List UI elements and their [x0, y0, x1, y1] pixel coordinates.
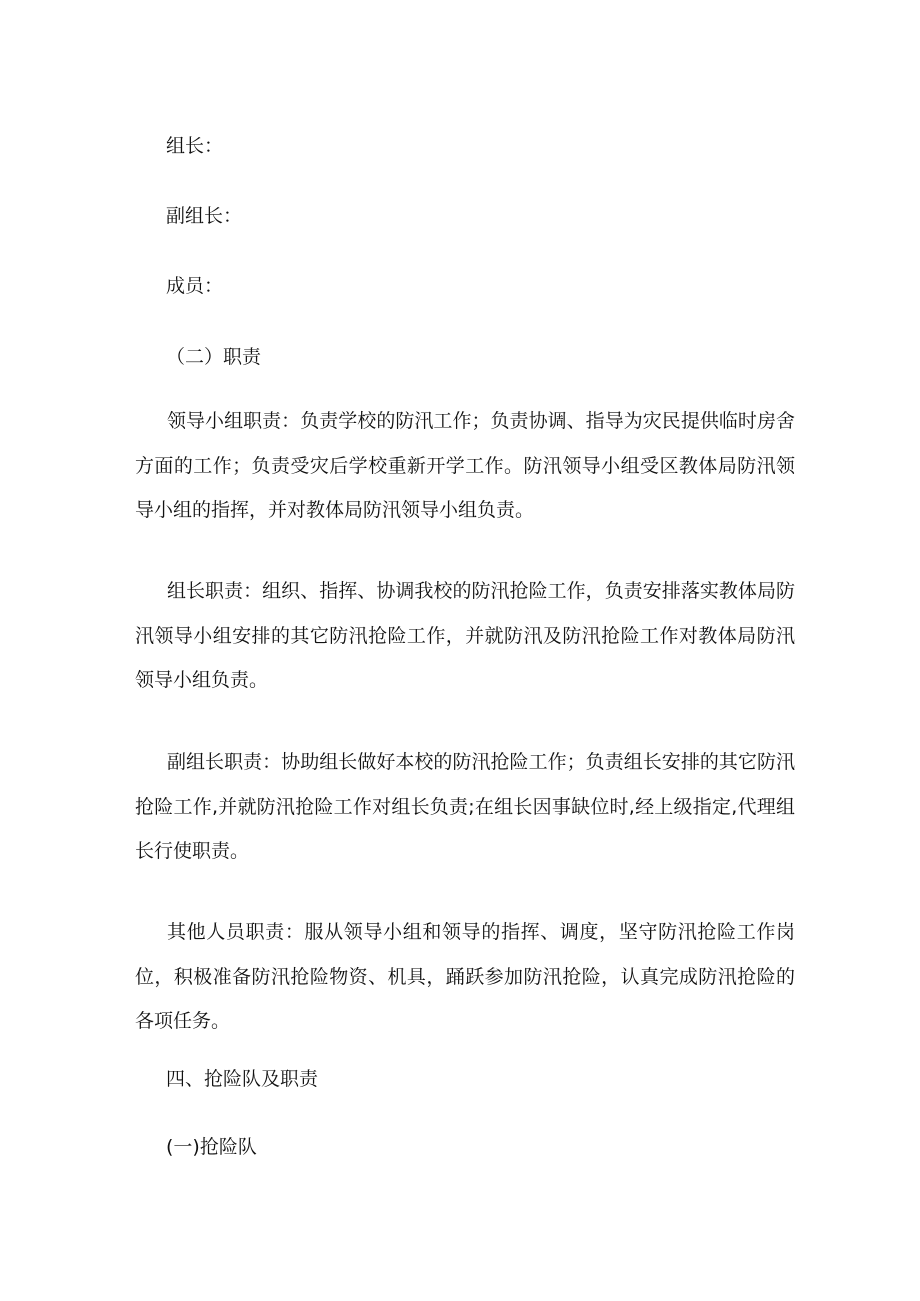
- section-four-heading: 四、抢险队及职责: [166, 1068, 319, 1090]
- leader-duties-paragraph: 组长职责：组织、指挥、协调我校的防汛抢险工作，负责安排落实教体局防汛领导小组安排的其它防汛抢险工作，并就防汛及防汛抢险工作对教体局防汛领导小组负责。: [135, 580, 795, 691]
- deputy-leader-duties-paragraph: 副组长职责：协助组长做好本校的防汛抢险工作；负责组长安排的其它防汛抢险工作,并就防汛抢险工作对组长负责;在组长因事缺位时,经上级指定,代理组长行使职责。: [135, 751, 795, 862]
- rescue-team-subheading: (一)抢险队: [166, 1136, 257, 1158]
- deputy-leader-role-label: 副组长：: [166, 205, 243, 227]
- other-staff-duties-paragraph: 其他人员职责：服从领导小组和领导的指挥、调度，坚守防汛抢险工作岗位，积极准备防汛抢险物资、机具，踊跃参加防汛抢险，认真完成防汛抢险的各项任务。: [135, 921, 795, 1032]
- duties-section-heading: （二）职责: [166, 346, 262, 368]
- members-role-label: 成员：: [166, 275, 224, 297]
- leader-role-label: 组长：: [166, 135, 224, 157]
- leading-group-duties-paragraph: 领导小组职责：负责学校的防汛工作；负责协调、指导为灾民提供临时房舍方面的工作；负责受灾后学校重新开学工作。防汛领导小组受区教体局防汛领导小组的指挥，并对教体局防汛领导小组负责。: [135, 410, 795, 521]
